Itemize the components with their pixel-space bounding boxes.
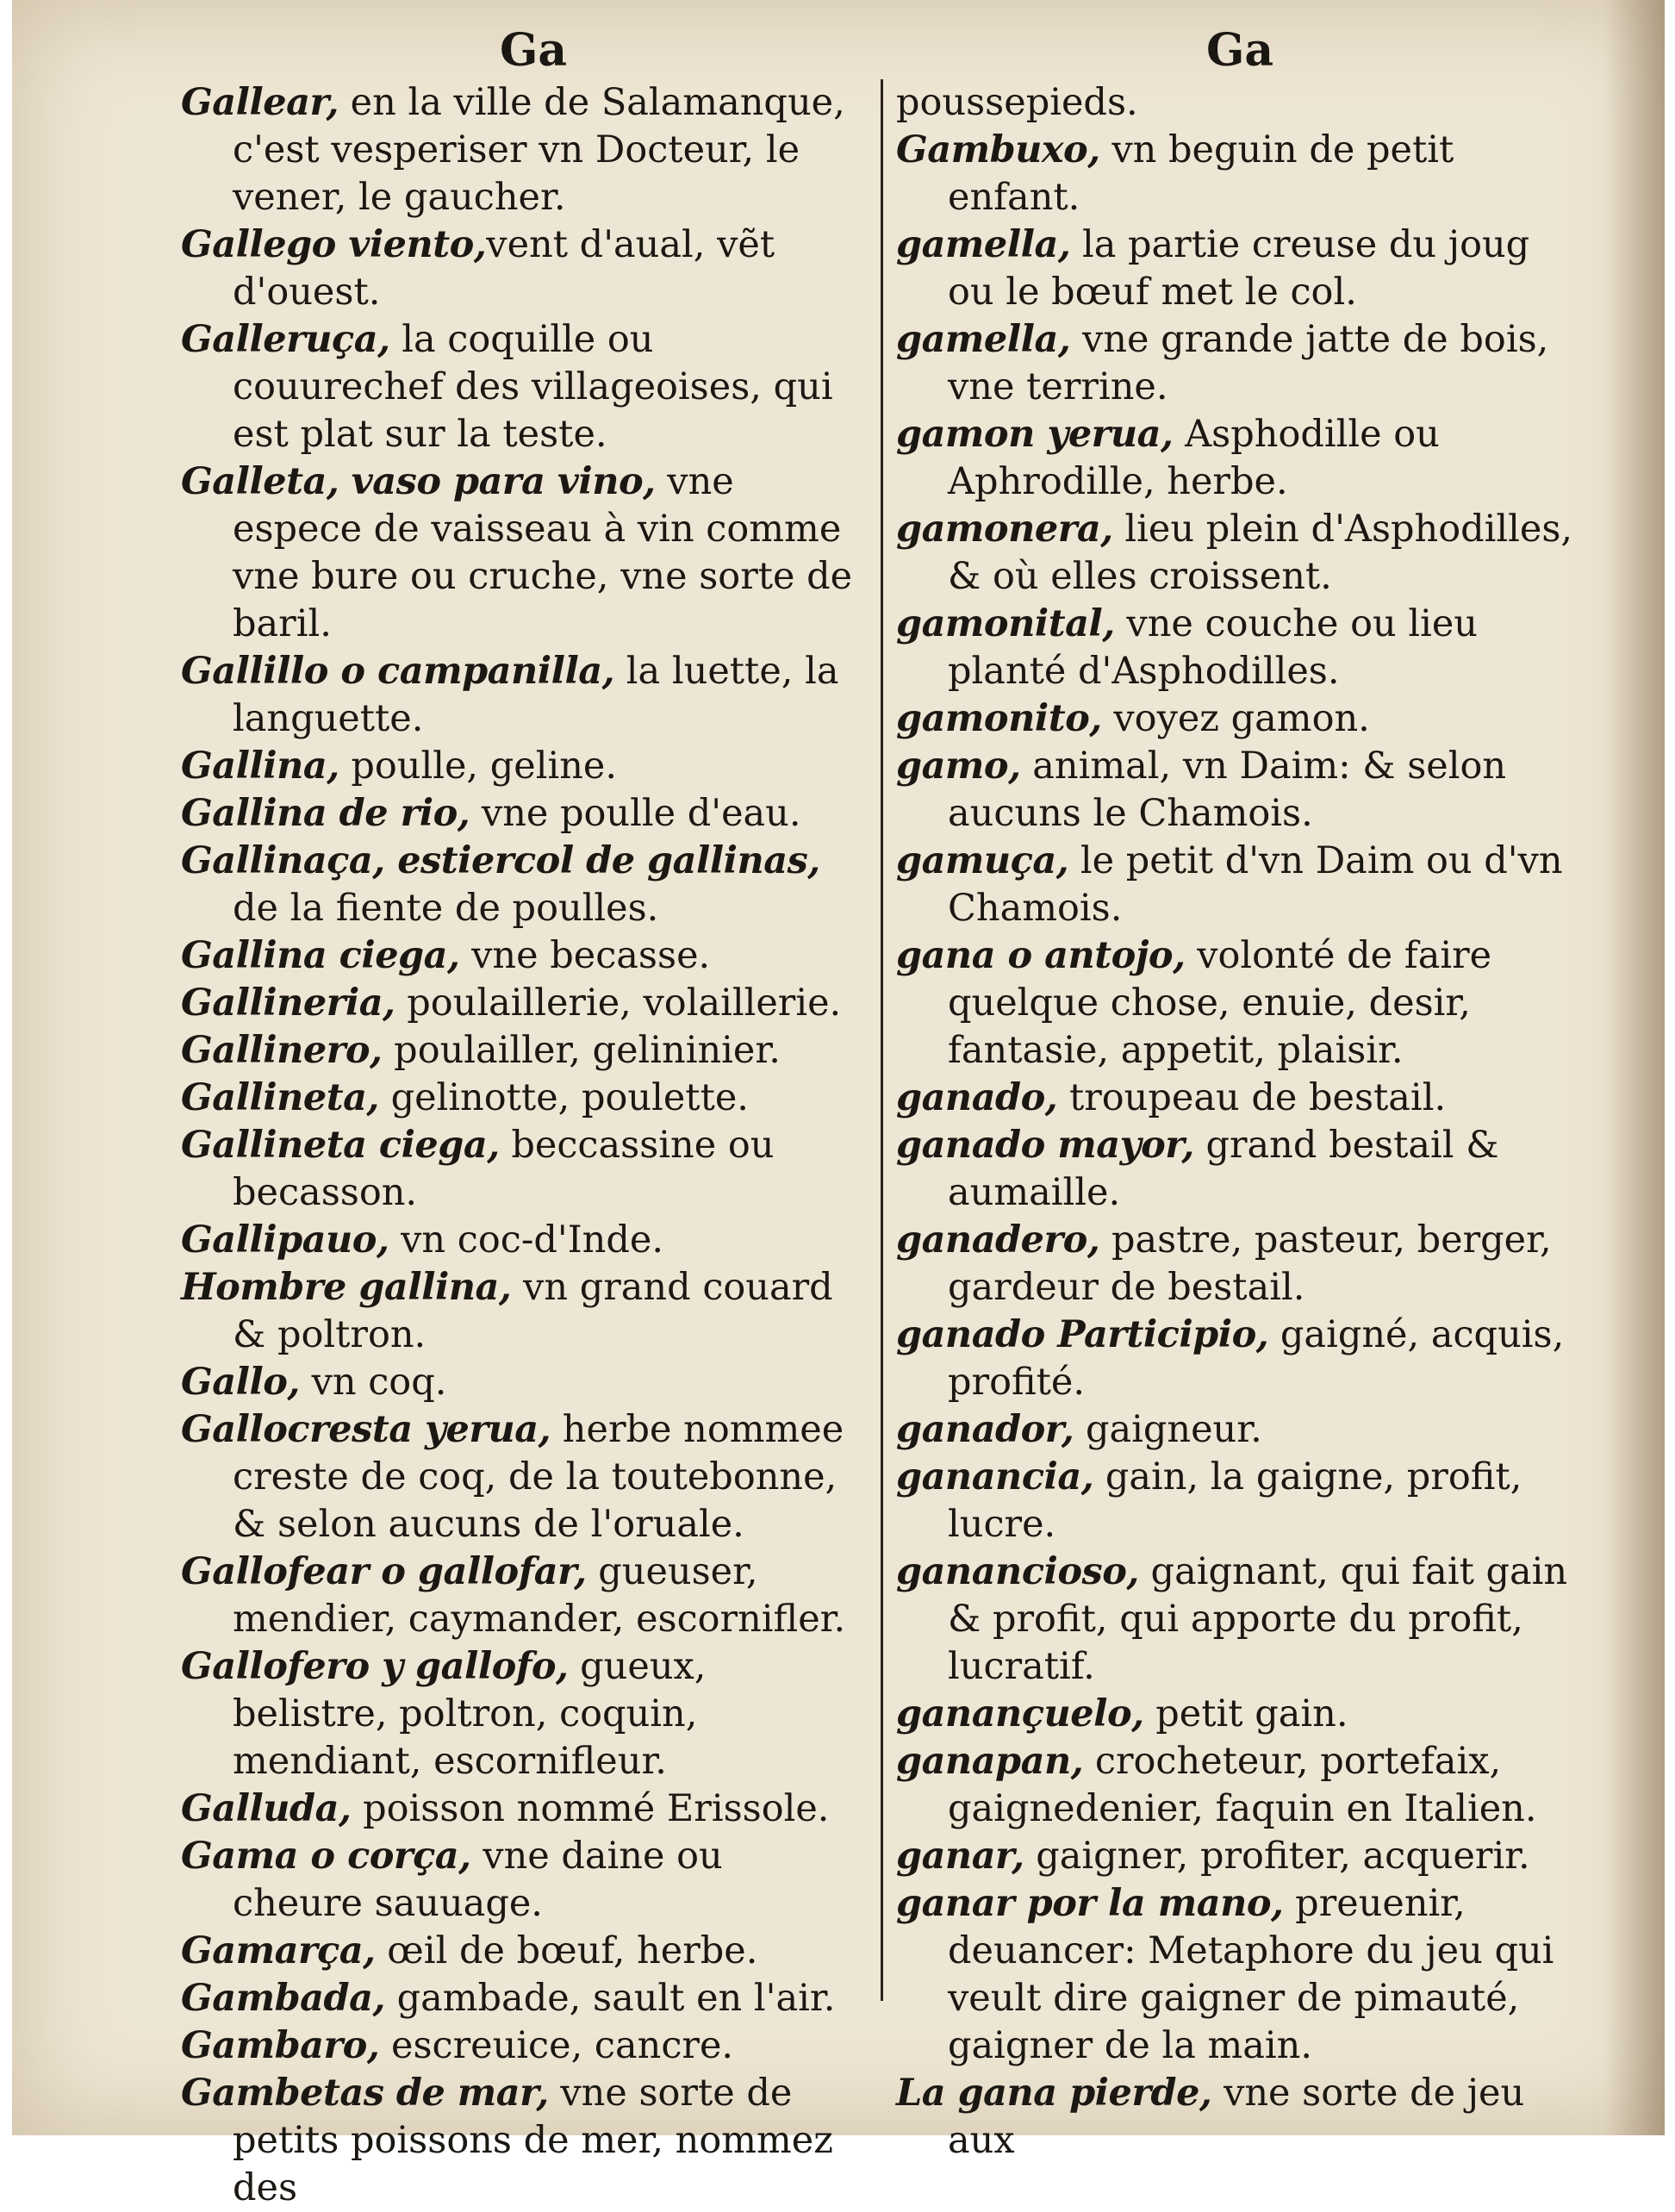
entry-definition: vne becasse. — [459, 934, 711, 977]
entry-headword: ganador, — [896, 1408, 1074, 1451]
entry-headword: ganancioso, — [896, 1550, 1139, 1593]
dictionary-entry — [896, 838, 1577, 932]
entry-definition: vne grande jatte de bois, vne terrine. — [948, 318, 1549, 408]
entry-definition: vne poulle d'eau. — [470, 792, 801, 835]
dictionary-entry — [896, 127, 1577, 221]
entry-headword: gamuça, — [896, 839, 1069, 882]
entry-definition: la coquille ou couurechef des villageoises, qui est plat sur la teste. — [233, 318, 833, 456]
book-page — [12, 0, 1665, 2209]
entry-definition: gain, la gaigne, profit, lucre. — [948, 1455, 1522, 1546]
dictionary-entry — [181, 1027, 862, 1075]
entry-definition: Asphodille ou Aphrodille, herbe. — [948, 413, 1440, 503]
entry-headword: Gama o corça, — [181, 1835, 471, 1878]
entry-definition: gaignant, qui fait gain & profit, qui apporte du profit, lucratif. — [948, 1550, 1568, 1688]
entry-definition: troupeau de bestail. — [1057, 1076, 1447, 1119]
entry-headword: Gambaro, — [181, 2024, 380, 2067]
dictionary-entry — [181, 1833, 862, 1928]
entry-definition: poussepieds. — [896, 81, 1138, 124]
dictionary-entry — [896, 932, 1577, 1075]
entry-headword: La gana pierde, — [896, 2072, 1212, 2115]
entry-headword: Gallineria, — [181, 981, 395, 1025]
dictionary-entry — [181, 1264, 862, 1359]
dictionary-entry — [896, 1454, 1577, 1548]
entry-definition: grand bestail & aumaille. — [948, 1124, 1499, 1214]
entry-definition: le petit d'vn Daim ou d'vn Chamois. — [948, 839, 1563, 930]
dictionary-entry — [896, 1548, 1577, 1691]
entry-headword: Gallineta ciega, — [181, 1124, 500, 1167]
entry-definition: vn beguin de petit enfant. — [948, 128, 1454, 219]
dictionary-entry — [181, 1359, 862, 1406]
entry-headword: Gallofear o gallofar, — [181, 1550, 587, 1593]
dictionary-entry — [896, 1691, 1577, 1738]
dictionary-entry — [181, 1928, 862, 1975]
entry-definition: animal, vn Daim: & selon aucuns le Chamois. — [948, 745, 1507, 835]
dictionary-entry — [896, 79, 1577, 127]
entry-headword: Gallina, — [181, 745, 339, 788]
entry-definition: petit gain. — [1143, 1692, 1348, 1735]
dictionary-entry — [181, 221, 862, 316]
dictionary-entry — [181, 79, 862, 221]
entry-definition: œil de bœuf, herbe. — [375, 1929, 758, 1972]
entry-definition: pastre, pasteur, berger, gardeur de bestail. — [948, 1218, 1552, 1309]
entry-headword: ganancia, — [896, 1455, 1094, 1499]
dictionary-entry — [896, 411, 1577, 506]
entry-definition: escreuice, cancre. — [379, 2024, 734, 2067]
entry-definition: vne couche ou lieu planté d'Asphodilles. — [948, 602, 1478, 693]
entry-headword: ganapan, — [896, 1740, 1084, 1783]
dictionary-entry — [896, 1833, 1577, 1880]
dictionary-entry — [181, 743, 862, 790]
dictionary-entry — [181, 1075, 862, 1122]
entry-headword: Gallo, — [181, 1361, 300, 1404]
entry-definition: poulailler, gelininier. — [382, 1029, 781, 1072]
entry-definition: vne sorte de jeu aux — [948, 2072, 1525, 2162]
entry-headword: Gallinero, — [181, 1029, 383, 1072]
dictionary-entry — [896, 601, 1577, 695]
entry-headword: Gambuxo, — [896, 128, 1100, 171]
dictionary-entry — [181, 932, 862, 980]
dictionary-entry — [181, 2070, 862, 2212]
entry-definition: vne daine ou cheure sauuage. — [233, 1835, 723, 1925]
left-column — [181, 79, 862, 2212]
dictionary-entry — [896, 1122, 1577, 1217]
entry-headword: Gambada, — [181, 1977, 385, 2020]
entry-headword: gamon yerua, — [896, 413, 1174, 456]
entry-definition: vne espece de vaisseau à vin comme vne bure ou cruche, vne sorte de baril. — [233, 460, 853, 645]
dictionary-entry — [181, 1975, 862, 2022]
entry-definition: gelinotte, poulette. — [378, 1076, 749, 1119]
entry-headword: Gallillo o campanilla, — [181, 650, 615, 693]
dictionary-entry — [896, 2070, 1577, 2165]
dictionary-entry — [181, 1406, 862, 1548]
entry-headword: Gamarça, — [181, 1929, 376, 1972]
entry-definition: preuenir, deuancer: Metaphore du jeu qui veult dire gaigner de pimauté, gaigner de la main. — [948, 1882, 1554, 2067]
entry-definition: vn grand couard & poltron. — [233, 1266, 833, 1356]
entry-headword: gamella, — [896, 318, 1071, 361]
entry-headword: Gallofero y gallofo, — [181, 1645, 569, 1688]
dictionary-entry — [896, 1738, 1577, 1833]
dictionary-entry — [896, 743, 1577, 838]
dictionary-entry — [896, 1406, 1577, 1454]
dictionary-entry — [181, 980, 862, 1027]
entry-definition: en la ville de Salamanque, c'est vesperiser vn Docteur, le vener, le gaucher. — [233, 81, 845, 219]
entry-headword: Gambetas de mar, — [181, 2072, 549, 2115]
left-running-header: Ga — [500, 24, 568, 77]
entry-definition: crocheteur, portefaix, gaignedenier, faquin en Italien. — [948, 1740, 1537, 1830]
entry-definition: gambade, sault en l'air. — [384, 1977, 836, 2020]
entry-headword: Galleta, vaso para vino, — [181, 460, 656, 503]
dictionary-entry — [896, 316, 1577, 411]
right-running-header: Ga — [1206, 24, 1274, 77]
dictionary-entry — [181, 838, 862, 932]
dictionary-entry — [181, 458, 862, 648]
entry-headword: gamella, — [896, 223, 1071, 266]
entry-definition: gaigné, acquis, profité. — [948, 1313, 1565, 1404]
entry-headword: Galluda, — [181, 1787, 352, 1830]
entry-definition: poulaillerie, volaillerie. — [395, 981, 842, 1025]
right-column — [896, 79, 1577, 2165]
entry-definition: gueux, belistre, poltron, coquin, mendiant, escornifleur. — [233, 1645, 707, 1783]
entry-headword: Gallineta, — [181, 1076, 379, 1119]
entry-headword: ganar, — [896, 1835, 1024, 1878]
dictionary-entry — [896, 695, 1577, 743]
entry-headword: Galleruça, — [181, 318, 390, 361]
dictionary-entry — [181, 1785, 862, 1833]
entry-headword: ganadero, — [896, 1218, 1100, 1262]
entry-headword: gana o antojo, — [896, 934, 1186, 977]
entry-headword: Gallear, — [181, 81, 339, 124]
entry-definition: la luette, la languette. — [233, 650, 839, 740]
entry-headword: Gallinaça, estiercol de gallinas, — [181, 839, 820, 882]
entry-headword: gamo, — [896, 745, 1021, 788]
dictionary-entry — [896, 221, 1577, 316]
dictionary-entry — [896, 1312, 1577, 1406]
entry-definition: vn coc-d'Inde. — [389, 1218, 664, 1262]
entry-definition: lieu plein d'Asphodilles, & où elles croissent. — [948, 508, 1573, 598]
dictionary-entry — [181, 790, 862, 838]
entry-headword: Gallina ciega, — [181, 934, 460, 977]
entry-headword: ganado mayor, — [896, 1124, 1194, 1167]
entry-definition: volonté de faire quelque chose, enuie, desir, fantasie, appetit, plaisir. — [948, 934, 1492, 1072]
dictionary-entry — [896, 506, 1577, 601]
entry-definition: herbe nommee creste de coq, de la toutebonne, & selon aucuns de l'oruale. — [233, 1408, 844, 1546]
dictionary-entry — [181, 1122, 862, 1217]
entry-headword: ganado, — [896, 1076, 1058, 1119]
dictionary-entry — [896, 1217, 1577, 1312]
entry-definition: vn coq. — [299, 1361, 447, 1404]
dictionary-entry — [896, 1880, 1577, 2070]
entry-headword: gamonital, — [896, 602, 1115, 645]
page-gutter-shadow — [1604, 0, 1665, 2135]
entry-headword: Gallipauo, — [181, 1218, 389, 1262]
entry-definition: vent d'aual, vẽt d'ouest. — [233, 223, 775, 314]
dictionary-entry — [181, 316, 862, 458]
entry-definition: gaigneur. — [1074, 1408, 1262, 1451]
entry-definition: gaigner, profiter, acquerir. — [1024, 1835, 1530, 1878]
entry-definition: voyez gamon. — [1101, 697, 1370, 740]
entry-definition: poisson nommé Erissole. — [351, 1787, 830, 1830]
entry-definition: la partie creuse du joug ou le bœuf met le col. — [948, 223, 1530, 314]
entry-definition: vne sorte de petits poissons de mer, nommez des — [233, 2072, 833, 2209]
entry-definition: poulle, geline. — [339, 745, 618, 788]
entry-headword: gamonera, — [896, 508, 1113, 551]
entry-headword: ganançuelo, — [896, 1692, 1144, 1735]
entry-definition: gueuser, mendier, caymander, escornifler. — [233, 1550, 846, 1641]
entry-headword: Gallego viento, — [181, 223, 487, 266]
entry-definition: de la fiente de poulles. — [233, 887, 659, 930]
dictionary-entry — [181, 1548, 862, 1643]
dictionary-entry — [181, 1217, 862, 1264]
entry-headword: ganar por la mano, — [896, 1882, 1284, 1925]
entry-definition: beccassine ou becasson. — [233, 1124, 775, 1214]
column-divider — [881, 79, 883, 2001]
dictionary-entry — [181, 648, 862, 743]
dictionary-entry — [181, 2022, 862, 2070]
dictionary-entry — [896, 1075, 1577, 1122]
entry-headword: gamonito, — [896, 697, 1102, 740]
entry-headword: Gallocresta yerua, — [181, 1408, 551, 1451]
dictionary-entry — [181, 1643, 862, 1785]
entry-headword: Hombre gallina, — [181, 1266, 512, 1309]
entry-headword: Gallina de rio, — [181, 792, 470, 835]
entry-headword: ganado Participio, — [896, 1313, 1269, 1356]
